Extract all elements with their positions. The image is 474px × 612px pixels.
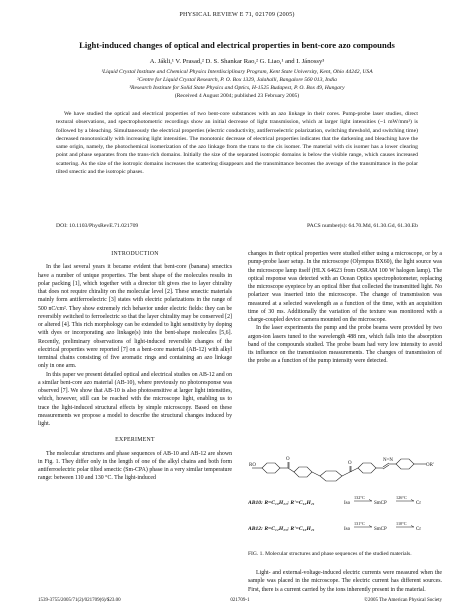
intro-heading: INTRODUCTION — [111, 251, 159, 257]
affiliation-3: ³Research Institute for Solid State Physics and Optics, H-1525 Budapest, P. O. Box 49, Hungary — [129, 85, 345, 91]
r-group-label: RO — [249, 463, 256, 468]
ab12-transition-2: 110°C — [396, 521, 407, 526]
pacs-numbers: PACS number(s): 64.70.Md, 61.30.Gd, 61.30.Eb — [306, 223, 418, 229]
right-paragraph-1: changes in their optical properties were studied either using a microscope, or by a pump-probe laser setup. In the microscope (Olympus BX60), the light source was the microscope lamp itself (HLX 64623 from OSRAM 100 W halogen lamp). The optical response was detected with an Ocean Optics spectrophotometer, replacing the microscope eyepiece by an optical fiber that collected the transmitted light. No polarizer was inserted into the microscope. The change of transmission was measured at a selected wavelength as a function of the time, with an acquisition time of 30 ms. Additionally the variation of the texture was monitored with a charge-coupled device camera mounted on the microscope. — [248, 251, 442, 323]
right-column — [248, 250, 442, 366]
ab10-label: AB10: R=C₁₀H₂₁; R'=C₁₀H₂₁ — [248, 500, 315, 506]
experiment-paragraph: The molecular structures and phase sequences of AB-10 and AB-12 are shown in Fig. 1. They differ only in the length of one of the alkyl chains and both form antiferroelectric polar tilted smectic (Sm-CPA) phase in a very similar temperature range: between 110 and 130 °C. The light-induced — [38, 450, 232, 482]
received-date: (Received 4 August 2004; published 23 February 2005) — [174, 93, 300, 99]
ab12-transition-1: 131°C — [354, 521, 365, 526]
doi-link[interactable]: DOI: 10.1103/PhysRevE.71.021709 — [56, 223, 139, 229]
oxygen-label-1: O — [286, 457, 290, 462]
author-list: A. Jákli,¹ V. Prasad,² D. S. Shankar Rao,² G. Liao,¹ and I. Jánossy³ — [149, 58, 325, 65]
affiliation-2: ²Centre for Liquid Crystal Research, P. O. Box 1329, Jalahalli, Bangalore 560 013, India — [137, 77, 337, 83]
figure-caption: FIG. 1. Molecular structures and phase sequences of the studied materials. — [248, 551, 412, 557]
intro-paragraph-1: In the last several years it became evident that bent-core (banana) smectics have a number of unique properties. The bent shape of the molecules results in polar packing [1], which together with a director tilt gives rise to layer chirality that does not require chirality on the molecular level [2]. These smectic materials mainly form antiferroelectric [3] states with electric polarizations in the range of 500 nC/cm². They show extremely rich behavior under electric fields: they can be reversibly switched to ferroelectric so that the layer chirality may be conserved [2] or altered [4]. This rich morphology can be extended to light sensitivity by doping with dyes or incorporating azo linkage(s) into the bent-shape molecules [5,6]. Recently, preliminary observations of light-induced reversible changes of the electrical properties were reported [7] on a bent-core material (AB-12) with alkyl terminal chains consisting of five aromatic rings and containing an azo linkage only in one arm. — [38, 264, 232, 370]
ab10-smcp: SmCP — [374, 501, 387, 506]
footer-copyright: ©2005 The American Physical Society — [364, 598, 442, 603]
doi-row — [56, 223, 418, 229]
ab10-iso: Iso — [344, 501, 351, 506]
molecular-structure-diagram — [248, 446, 442, 546]
ab12-label: AB12: R=C₁₂H₂₅; R'=C₁₀H₂₁ — [248, 526, 315, 532]
intro-paragraph-2: In this paper we present detailed optical and electrical studies on AB-12 and on a similar bent-core azo material (AB-10), where previously no photoresponse was observed [7]. We show that AB-10 is also photosensitive at larger light intensities, which, however, still can be reached with the microscope light, enabling us to trace the light-induced structural effects by simple microscopy. Based on these measurements we propose a model to describe the structural changes induced by light. — [38, 371, 232, 427]
left-column — [38, 250, 232, 483]
ab12-iso: Iso — [344, 527, 351, 532]
footer-issn: 1539-3755/2005/71(2)/021709(6)/$23.00 — [38, 598, 121, 603]
figure-1 — [248, 446, 442, 546]
running-head: PHYSICAL REVIEW E 71, 021709 (2005) — [179, 11, 295, 18]
ab10-cr: Cr — [416, 501, 421, 506]
ab12-cr: Cr — [416, 527, 421, 532]
oxygen-label-2: O — [348, 461, 352, 466]
article-title: Light-induced changes of optical and electrical properties in bent-core azo compounds — [79, 40, 395, 50]
ab10-transition-1: 132°C — [354, 495, 365, 500]
affiliation-1: ¹Liquid Crystal Institute and Chemical Physics Interdisciplinary Program, Kent State University, Kent, Ohio 44242, USA — [101, 69, 373, 75]
footer-page-number: 021709-1 — [230, 598, 250, 603]
azo-label: N=N — [383, 458, 394, 463]
ab12-smcp: SmCP — [374, 527, 387, 532]
abstract: We have studied the optical and electrical properties of two bent-core substances with an azo linkage in their cores. Pump-probe laser studies, direct textural observations, and spectrophotometric recordings show an initial decrease of light transmission, which at larger light intensities (~1 mW/mm²) is followed by a bleaching. Simultaneously the electrical properties (electric conductivity, antiferroelectric polarization, switching threshold, and switching time) decreased monotonically with increasing light intensities. The monotonic decrease of electrical properties indicates that the darkening and bleaching have the same origin, namely, the photochemical isomerization of the azo linkage from the trans to the cis isomer. The material with cis isomer has a lower clearing point and phase separates from the trans-rich domains. Initially the size of the separated isotropic domains is below the visible range, which causes increased scattering. As the size of the isotropic domains increases the scattering disappears and the transmittance becomes the average of the transmittance in the polar tilted smectic and the isotropic phases. — [56, 111, 418, 176]
experiment-heading: EXPERIMENT — [115, 437, 155, 444]
right-paragraph-3: Light- and external-voltage-induced electric currents were measured when the sample was placed in the microscope. The electric current has different sources. First, there is a current carried by the ions inherently present in the material. — [248, 570, 442, 593]
ab10-transition-2: 126°C — [396, 495, 407, 500]
right-paragraph-2: In the laser experiments the pump and the probe beams were provided by two argon-ion lasers tuned to the wavelength 488 nm, which falls into the absorption band of the compounds studied. The probe beam had very low intensity to avoid its influence on the transmission measurements. The changes of transmission of the probe as a function of the pump intensity were detected. — [248, 325, 442, 365]
r-prime-label: OR' — [426, 463, 434, 468]
